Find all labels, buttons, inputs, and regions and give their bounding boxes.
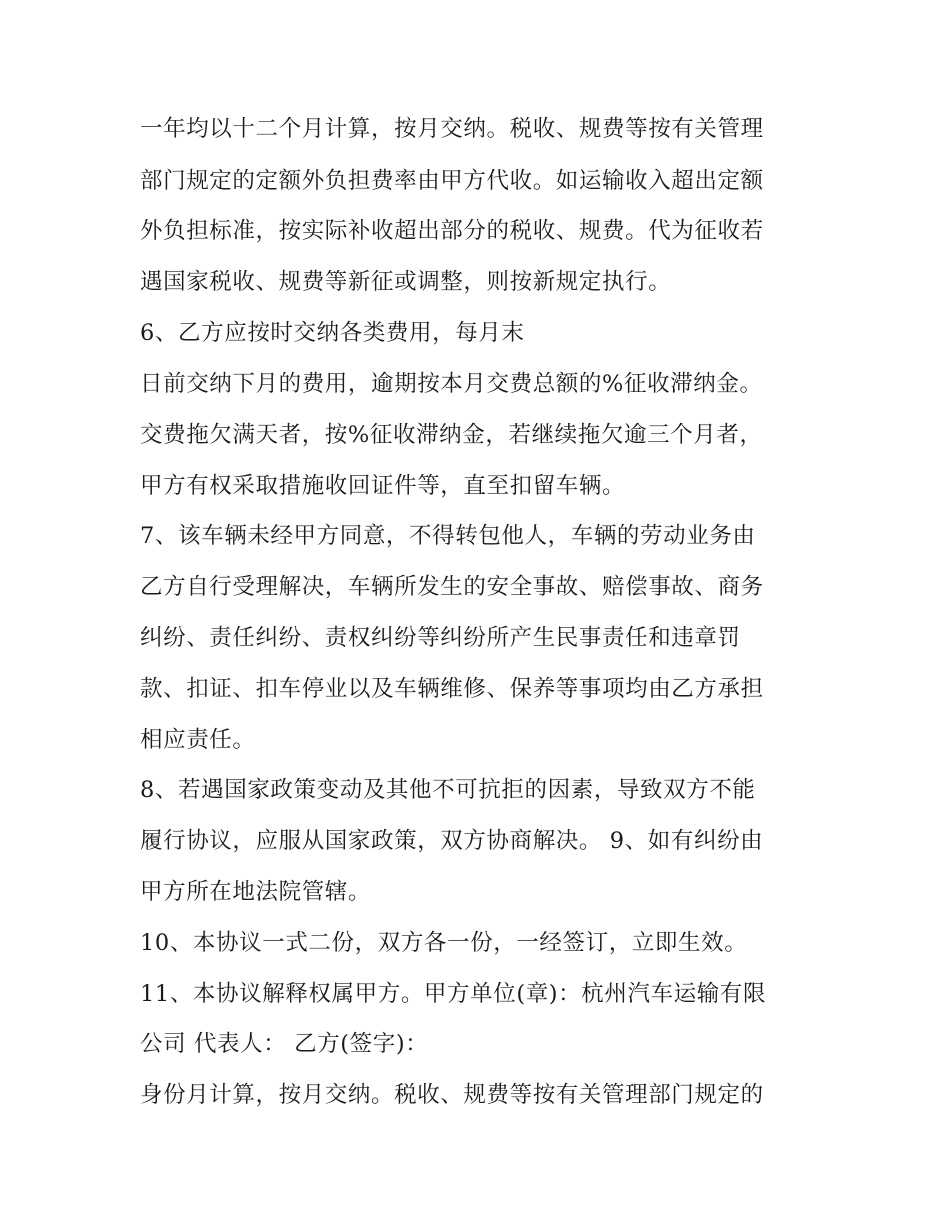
text-line: 公司 代表人： 乙方(签字)： xyxy=(140,1031,429,1057)
text-line: 相应责任。 xyxy=(140,727,256,753)
text-line: 外负担标准，按实际补收超出部分的税收、规费。代为征收若 xyxy=(140,218,764,244)
text-line: 纠纷、责任纠纷、责权纠纷等纠纷所产生民事责任和违章罚 xyxy=(140,625,741,651)
text-line: 交费拖欠满天者，按%征收滞纳金，若继续拖欠逾三个月者， xyxy=(140,422,763,448)
text-line: 10、本协议一式二份，双方各一份，一经签订，立即生效。 xyxy=(140,930,748,956)
text-line: 款、扣证、扣车停业以及车辆维修、保养等事项均由乙方承担 xyxy=(140,676,764,702)
text-line: 部门规定的定额外负担费率由甲方代收。如运输收入超出定额 xyxy=(140,168,764,194)
text-line: 遇国家税收、规费等新征或调整，则按新规定执行。 xyxy=(140,269,672,295)
text-line: 11、本协议解释权属甲方。甲方单位(章)：杭州汽车运输有限 xyxy=(140,981,767,1007)
text-line: 一年均以十二个月计算，按月交纳。税收、规费等按有关管理 xyxy=(140,116,764,142)
text-line: 8、若遇国家政策变动及其他不可抗拒的因素，导致双方不能 xyxy=(140,777,756,803)
text-line: 日前交纳下月的费用，逾期按本月交费总额的%征收滞纳金。 xyxy=(140,371,763,397)
text-line: 6、乙方应按时交纳各类费用，每月末 xyxy=(140,320,525,346)
text-line: 乙方自行受理解决，车辆所发生的安全事故、赔偿事故、商务 xyxy=(140,574,764,600)
text-line: 身份月计算，按月交纳。税收、规费等按有关管理部门规定的 xyxy=(140,1082,764,1108)
text-line: 甲方所在地法院管辖。 xyxy=(140,879,372,905)
text-line: 甲方有权采取措施收回证件等，直至扣留车辆。 xyxy=(140,473,626,499)
text-line: 7、该车辆未经甲方同意，不得转包他人，车辆的劳动业务由 xyxy=(140,523,756,549)
text-line: 履行协议，应服从国家政策，双方协商解决。 9、如有纠纷由 xyxy=(140,828,764,854)
